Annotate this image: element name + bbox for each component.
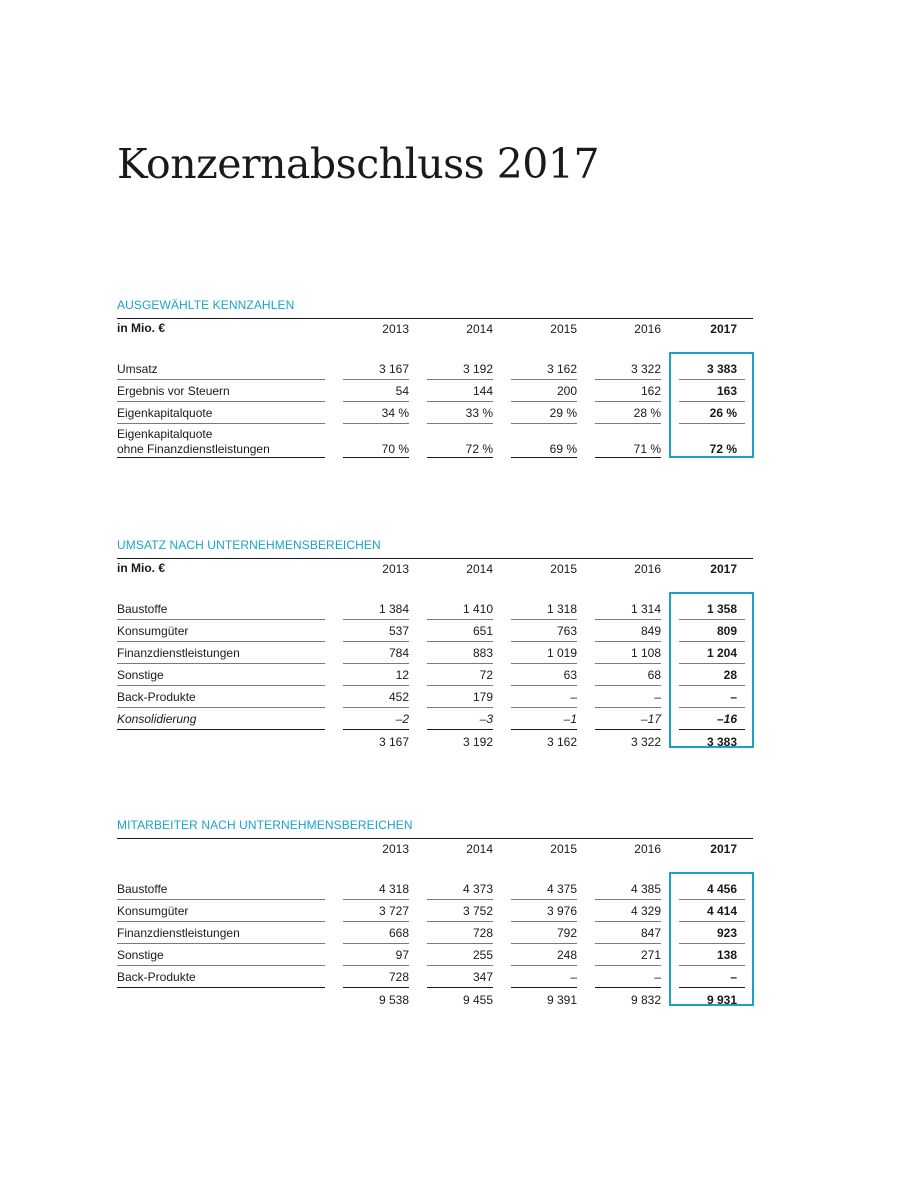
- row-rule: [117, 457, 325, 458]
- table-cell: 68: [647, 668, 661, 682]
- row-label-line: Back-Produkte: [117, 970, 196, 984]
- table-cell: 668: [388, 926, 409, 940]
- row-rule: [427, 663, 493, 664]
- highlight-2017-box: [669, 352, 754, 458]
- table-cell: 72: [479, 668, 493, 682]
- table-cell: 847: [640, 926, 661, 940]
- header-rule: [117, 558, 753, 559]
- table-cell: 200: [556, 384, 577, 398]
- row-label: [117, 362, 158, 377]
- row-rule: [511, 987, 577, 988]
- year-header: 2013: [382, 322, 409, 336]
- row-label-line: Konsumgüter: [117, 904, 189, 918]
- row-rule: [427, 401, 493, 402]
- row-rule: [511, 401, 577, 402]
- header-rule: [117, 838, 753, 839]
- section-heading: MITARBEITER NACH UNTERNEHMENSBEREICHEN: [117, 818, 413, 832]
- table-cell: 728: [388, 970, 409, 984]
- row-rule: [595, 663, 661, 664]
- row-rule: [343, 707, 409, 708]
- table-cell: 537: [388, 624, 409, 638]
- table-cell: 3 192: [462, 362, 493, 376]
- table-cell: –17: [640, 712, 661, 726]
- row-label-line: Umsatz: [117, 362, 158, 376]
- table-cell: 784: [388, 646, 409, 660]
- row-rule: [343, 899, 409, 900]
- table-cell: 883: [472, 646, 493, 660]
- year-header: 2013: [382, 842, 409, 856]
- table-cell: 3 727: [378, 904, 409, 918]
- row-rule: [343, 921, 409, 922]
- row-rule: [511, 899, 577, 900]
- table-cell: 809: [716, 624, 737, 638]
- row-rule: [117, 423, 325, 424]
- table-cell: 1 384: [378, 602, 409, 616]
- row-label-line: Baustoffe: [117, 602, 168, 616]
- table-cell: 728: [472, 926, 493, 940]
- total-cell: 3 322: [630, 735, 661, 749]
- row-label: [117, 602, 167, 617]
- table-cell: 26 %: [709, 406, 737, 420]
- table-cell: 4 385: [630, 882, 661, 896]
- year-header: 2015: [550, 322, 577, 336]
- row-rule: [117, 641, 325, 642]
- row-rule: [427, 921, 493, 922]
- row-rule: [595, 965, 661, 966]
- row-label-line: Finanzdienstleistungen: [117, 646, 240, 660]
- table-cell: 12: [395, 668, 409, 682]
- table-cell: 1 318: [546, 602, 577, 616]
- table-cell: 255: [472, 948, 493, 962]
- row-rule: [511, 729, 577, 730]
- table-cell: 248: [556, 948, 577, 962]
- table-cell: 71 %: [633, 442, 661, 456]
- table-cell: 1 019: [546, 646, 577, 660]
- row-rule: [427, 987, 493, 988]
- header-rule: [117, 318, 753, 319]
- table-cell: –2: [395, 712, 409, 726]
- row-rule: [595, 987, 661, 988]
- row-rule: [595, 899, 661, 900]
- row-rule: [117, 663, 325, 664]
- row-rule: [343, 641, 409, 642]
- table-cell: 1 358: [706, 602, 737, 616]
- total-cell: 9 538: [378, 993, 409, 1007]
- table-cell: 3 162: [546, 362, 577, 376]
- row-rule: [117, 729, 325, 730]
- row-label-line: Back-Produkte: [117, 690, 196, 704]
- total-cell: 9 391: [546, 993, 577, 1007]
- row-rule: [117, 943, 325, 944]
- table-cell: 63: [563, 668, 577, 682]
- row-rule: [511, 707, 577, 708]
- row-rule: [511, 943, 577, 944]
- table-cell: 849: [640, 624, 661, 638]
- table-cell: 28 %: [633, 406, 661, 420]
- row-rule: [511, 641, 577, 642]
- row-label-line: Konsumgüter: [117, 624, 189, 638]
- row-rule: [595, 729, 661, 730]
- table-cell: 3 167: [378, 362, 409, 376]
- row-rule: [511, 965, 577, 966]
- row-rule: [343, 729, 409, 730]
- table-cell: –: [570, 690, 577, 704]
- table-cell: 4 329: [630, 904, 661, 918]
- row-rule: [427, 707, 493, 708]
- row-label: [117, 646, 240, 661]
- year-header: 2013: [382, 562, 409, 576]
- row-rule: [117, 401, 325, 402]
- row-label-line: Sonstige: [117, 668, 164, 682]
- total-cell: 3 192: [462, 735, 493, 749]
- table-cell: 138: [716, 948, 737, 962]
- row-label: [117, 712, 196, 727]
- table-cell: –: [570, 970, 577, 984]
- row-rule: [511, 921, 577, 922]
- unit-label: in Mio. €: [117, 321, 165, 335]
- row-rule: [117, 965, 325, 966]
- year-header: 2015: [550, 562, 577, 576]
- row-rule: [427, 965, 493, 966]
- table-cell: –: [730, 970, 737, 984]
- row-rule: [427, 457, 493, 458]
- table-cell: 347: [472, 970, 493, 984]
- row-label-line: Baustoffe: [117, 882, 168, 896]
- page-title: Konzernabschluss 2017: [117, 140, 600, 188]
- row-label: [117, 882, 167, 897]
- row-rule: [343, 987, 409, 988]
- table-cell: 923: [716, 926, 737, 940]
- row-label: [117, 904, 188, 919]
- row-rule: [117, 619, 325, 620]
- table-cell: 54: [395, 384, 409, 398]
- table-cell: 70 %: [381, 442, 409, 456]
- table-cell: 651: [472, 624, 493, 638]
- table-cell: 4 318: [378, 882, 409, 896]
- row-rule: [595, 619, 661, 620]
- row-rule: [343, 619, 409, 620]
- row-rule: [511, 457, 577, 458]
- total-cell: 9 455: [462, 993, 493, 1007]
- row-rule: [343, 685, 409, 686]
- row-rule: [427, 423, 493, 424]
- table-cell: –3: [479, 712, 493, 726]
- table-cell: 3 976: [546, 904, 577, 918]
- table-cell: 69 %: [549, 442, 577, 456]
- year-header: 2015: [550, 842, 577, 856]
- year-header: 2016: [634, 842, 661, 856]
- row-rule: [595, 401, 661, 402]
- year-header: 2014: [466, 842, 493, 856]
- year-header: 2017: [710, 842, 737, 856]
- table-cell: –: [654, 690, 661, 704]
- row-rule: [117, 707, 325, 708]
- table-cell: 179: [472, 690, 493, 704]
- row-rule: [117, 921, 325, 922]
- row-label: [117, 427, 270, 457]
- year-header: 2014: [466, 322, 493, 336]
- table-cell: 4 456: [706, 882, 737, 896]
- year-header: 2016: [634, 322, 661, 336]
- row-label: [117, 384, 230, 399]
- row-rule: [427, 685, 493, 686]
- section-heading: AUSGEWÄHLTE KENNZAHLEN: [117, 298, 295, 312]
- highlight-2017-box: [669, 592, 754, 748]
- table-cell: 763: [556, 624, 577, 638]
- total-cell: 3 162: [546, 735, 577, 749]
- row-rule: [511, 423, 577, 424]
- row-label-line: Eigenkapitalquote: [117, 406, 213, 420]
- row-rule: [595, 457, 661, 458]
- table-cell: 28: [723, 668, 737, 682]
- row-rule: [595, 685, 661, 686]
- year-header: 2016: [634, 562, 661, 576]
- table-cell: 4 414: [706, 904, 737, 918]
- table-cell: 4 373: [462, 882, 493, 896]
- row-label: [117, 624, 188, 639]
- table-cell: 162: [640, 384, 661, 398]
- table-cell: 29 %: [549, 406, 577, 420]
- row-label: [117, 406, 212, 421]
- table-cell: 271: [640, 948, 661, 962]
- table-cell: 144: [472, 384, 493, 398]
- table-cell: 1 314: [630, 602, 661, 616]
- row-label-line: Finanzdienstleistungen: [117, 926, 240, 940]
- table-cell: 4 375: [546, 882, 577, 896]
- row-rule: [117, 685, 325, 686]
- row-label-line: Ergebnis vor Steuern: [117, 384, 230, 398]
- row-rule: [427, 943, 493, 944]
- row-rule: [117, 379, 325, 380]
- row-label: [117, 668, 164, 683]
- table-cell: –: [730, 690, 737, 704]
- row-rule: [343, 943, 409, 944]
- total-cell: 9 832: [630, 993, 661, 1007]
- row-rule: [511, 379, 577, 380]
- row-label: [117, 970, 196, 985]
- row-rule: [343, 663, 409, 664]
- total-cell: 3 167: [378, 735, 409, 749]
- row-label-line: Sonstige: [117, 948, 164, 962]
- row-rule: [343, 457, 409, 458]
- row-rule: [427, 729, 493, 730]
- row-rule: [427, 641, 493, 642]
- year-header: 2014: [466, 562, 493, 576]
- table-cell: 1 204: [706, 646, 737, 660]
- row-rule: [595, 943, 661, 944]
- unit-label: in Mio. €: [117, 561, 165, 575]
- table-cell: 34 %: [381, 406, 409, 420]
- table-cell: 3 383: [706, 362, 737, 376]
- table-cell: 72 %: [465, 442, 493, 456]
- table-cell: 163: [716, 384, 737, 398]
- table-cell: 3 752: [462, 904, 493, 918]
- row-label-line: Eigenkapitalquote: [117, 427, 213, 441]
- year-header: 2017: [710, 562, 737, 576]
- row-rule: [343, 379, 409, 380]
- row-rule: [595, 379, 661, 380]
- table-cell: –: [654, 970, 661, 984]
- year-header: 2017: [710, 322, 737, 336]
- row-rule: [427, 899, 493, 900]
- row-label: [117, 948, 164, 963]
- table-cell: 1 410: [462, 602, 493, 616]
- row-rule: [117, 987, 325, 988]
- row-rule: [595, 707, 661, 708]
- row-rule: [427, 619, 493, 620]
- row-rule: [427, 379, 493, 380]
- row-label: [117, 926, 240, 941]
- table-cell: 3 322: [630, 362, 661, 376]
- row-rule: [511, 685, 577, 686]
- row-rule: [595, 921, 661, 922]
- row-rule: [511, 619, 577, 620]
- row-rule: [511, 663, 577, 664]
- row-label-line: ohne Finanzdienstleistungen: [117, 442, 270, 456]
- total-cell: 3 383: [706, 735, 737, 749]
- table-cell: –1: [563, 712, 577, 726]
- row-rule: [343, 423, 409, 424]
- table-cell: 33 %: [465, 406, 493, 420]
- section-heading: UMSATZ NACH UNTERNEHMENSBEREICHEN: [117, 538, 381, 552]
- row-label-line: Konsolidierung: [117, 712, 197, 726]
- table-cell: 452: [388, 690, 409, 704]
- row-rule: [343, 401, 409, 402]
- row-rule: [343, 965, 409, 966]
- row-rule: [595, 423, 661, 424]
- table-cell: –16: [716, 712, 737, 726]
- row-rule: [117, 899, 325, 900]
- row-rule: [595, 641, 661, 642]
- table-cell: 72 %: [709, 442, 737, 456]
- row-label: [117, 690, 196, 705]
- table-cell: 1 108: [630, 646, 661, 660]
- highlight-2017-box: [669, 872, 754, 1006]
- table-cell: 792: [556, 926, 577, 940]
- table-cell: 97: [395, 948, 409, 962]
- total-cell: 9 931: [706, 993, 737, 1007]
